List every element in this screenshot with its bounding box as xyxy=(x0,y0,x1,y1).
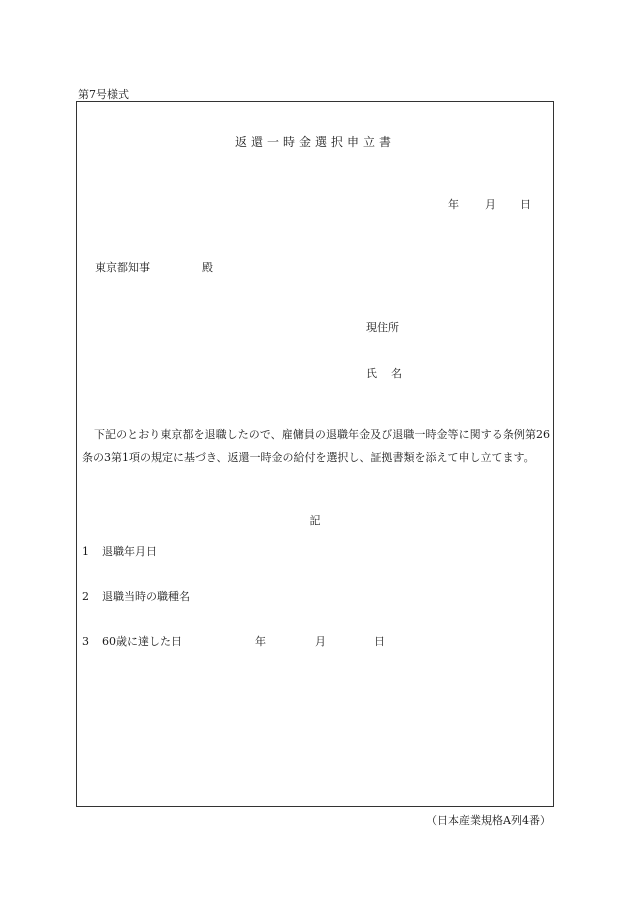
record-heading: 記 xyxy=(309,514,321,527)
age-date-year-label: 年 xyxy=(255,635,266,648)
addressee-name: 東京都知事 xyxy=(95,261,150,274)
age-date-month-label: 月 xyxy=(315,635,326,648)
age-date-day-label: 日 xyxy=(374,635,385,648)
item-retirement-date xyxy=(82,543,157,559)
item-label: 退職当時の職種名 xyxy=(102,590,190,603)
paper-size-note: （日本産業規格A列4番） xyxy=(426,814,551,827)
name-label: 氏名 xyxy=(366,367,416,380)
item-age-60-date xyxy=(82,633,182,649)
date-year-label: 年 xyxy=(448,198,459,211)
date-day-label: 日 xyxy=(520,198,531,211)
item-label: 退職年月日 xyxy=(102,545,157,558)
document-title: 返還一時金選択申立書 xyxy=(234,135,395,149)
address-label: 現住所 xyxy=(366,321,399,334)
body-paragraph: 下記のとおり東京都を退職したので、雇傭員の退職年金及び退職一時金等に関する条例第26条の3第1項の規定に基づき、返還一時金の給付を選択し、証拠書類を添えて申し立てます。 xyxy=(82,428,550,464)
item-job-title xyxy=(82,588,190,604)
item-label: 60歳に達した日 xyxy=(102,635,182,648)
item-number: 2 xyxy=(82,590,89,603)
item-number: 3 xyxy=(82,635,89,648)
date-month-label: 月 xyxy=(485,198,496,211)
item-number: 1 xyxy=(82,545,89,558)
form-number: 第7号様式 xyxy=(78,88,129,101)
addressee-suffix: 殿 xyxy=(202,261,213,274)
